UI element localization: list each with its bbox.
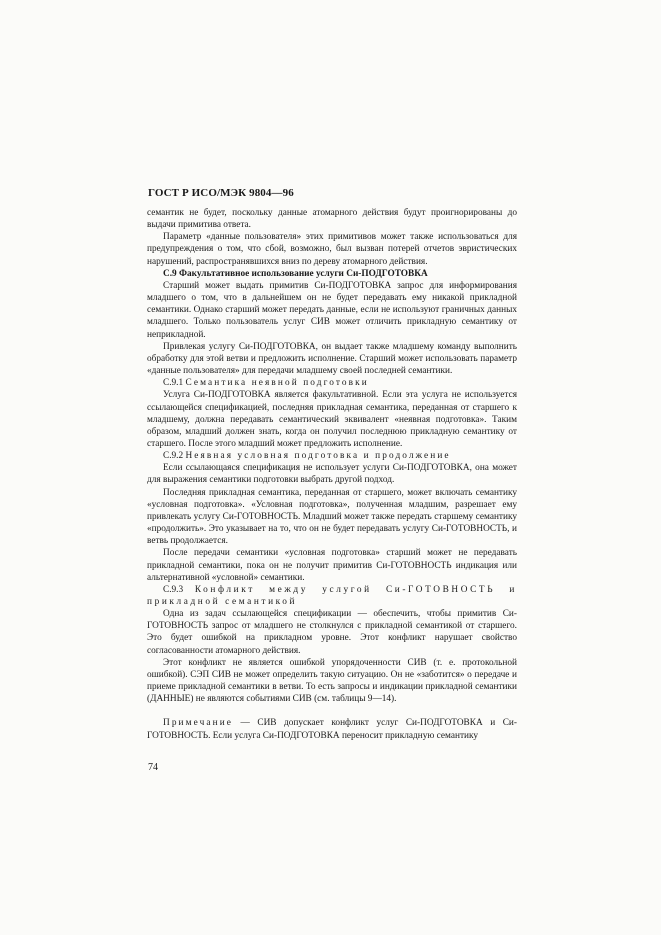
section-number: С.9.1 xyxy=(163,378,184,389)
section-title: Неявная условная подготовка и продолжение xyxy=(185,451,451,462)
paragraph: Услуга Си-ПОДГОТОВКА является факультативной. Если эта услуга не используется ссылающейся спецификацией, последняя прикладная семантика, переданная от старшего к младшему, должна передавать семантический эквивалент «неявная подготовка». Таким образом, младший должен знать, когда он получил последнюю прикладную семантику от старшего. После этого младший может предложить исполнение. xyxy=(147,390,517,449)
section-number: С.9.3 xyxy=(163,584,184,595)
paragraph: Последняя прикладная семантика, переданная от старшего, может включать семантику «условная подготовка». «Условная подготовка», полученная младшим, разрешает ему привлекать услугу Си-ГОТОВНОСТЬ. Младший может также передать старшему семантику «продолжить». Это указывает на то, что он не будет передавать услугу Си-ГОТОВНОСТЬ, и ветвь продолжается. xyxy=(147,487,517,547)
document-body xyxy=(147,207,517,742)
paragraph: семантик не будет, поскольку данные атомарного действия будут проигнорированы до выдачи примитива ответа. xyxy=(147,208,517,231)
section-title: Конфликт между услугой Си-ГОТОВНОСТЬ и прикладной семантикой xyxy=(147,584,517,607)
paragraph: Старший может выдать примитив Си-ПОДГОТОВКА запрос для информирования младшего о том, что в дальнейшем он не будет передавать ему никакой прикладной семантики. Однако старший может передать данные, если не используют граничных данных младшего. Только пользователь услуг СИВ может отличить прикладную семантику от неприкладной. xyxy=(147,280,517,340)
note-label: Примечание xyxy=(163,718,233,729)
paragraph: Привлекая услугу Си-ПОДГОТОВКА, он выдает также младшему команду выполнить обработку для этой ветви и предложить исполнение. Старший может использовать параметр «данные пользователя» для передачи младшему своей последней семантики. xyxy=(147,341,517,377)
paragraph: Если ссылающаяся спецификация не использует услуги Си-ПОДГОТОВКА, она может для выражения семантики подготовки выбрать другой подход. xyxy=(147,463,517,486)
section-heading-c91 xyxy=(147,377,517,389)
paragraph: Одна из задач ссылающейся спецификации — обеспечить, чтобы примитив Си-ГОТОВНОСТЬ запрос от младшего не столкнулся с прикладной семантикой от старшего. Это будет ошибкой на прикладном уровне. Этот конфликт нарушает свойство согласованности атомарного действия. xyxy=(147,609,517,656)
section-number: С.9.2 xyxy=(163,451,184,462)
spacer xyxy=(147,705,517,717)
note xyxy=(147,717,517,741)
page-number: 74 xyxy=(148,762,158,773)
paragraph: После передачи семантики «условная подготовка» старший может не передавать прикладной семантики, пока он не получит примитив Си-ГОТОВНОСТЬ индикация или альтернативной «условной» семантики. xyxy=(147,548,517,583)
section-heading-c93 xyxy=(147,584,517,608)
paragraph: Этот конфликт не является ошибкой упорядоченности СИВ (т. е. протокольной ошибкой). СЭП СИВ не может определить такую ситуацию. Он не «заботится» о передаче и приеме прикладной семантики в ветви. То есть запросы и индикации прикладной семантики (ДАННЫЕ) не являются событиями СИВ (см. таблицы 9—14). xyxy=(147,657,517,705)
section-heading-c92 xyxy=(147,450,517,462)
document-header: ГОСТ Р ИСО/МЭК 9804—96 xyxy=(148,187,294,199)
section-title: Семантика неявной подготовки xyxy=(185,378,369,389)
section-heading-c9: С.9 Факультативное использование услуги Си-ПОДГОТОВКА xyxy=(163,268,428,279)
paragraph: Параметр «данные пользователя» этих примитивов может также использоваться для предупреждения о том, что сбой, возможно, был вызван потерей отчетов эвристических нарушений, распространявшихся вниз по дереву атомарного действия. xyxy=(147,232,517,267)
note-text: — СИВ допускает конфликт услуг Си-ПОДГОТОВКА и Си-ГОТОВНОСТЬ. Если услуга Си-ПОДГОТОВКА переносит прикладную семантику xyxy=(147,718,517,741)
